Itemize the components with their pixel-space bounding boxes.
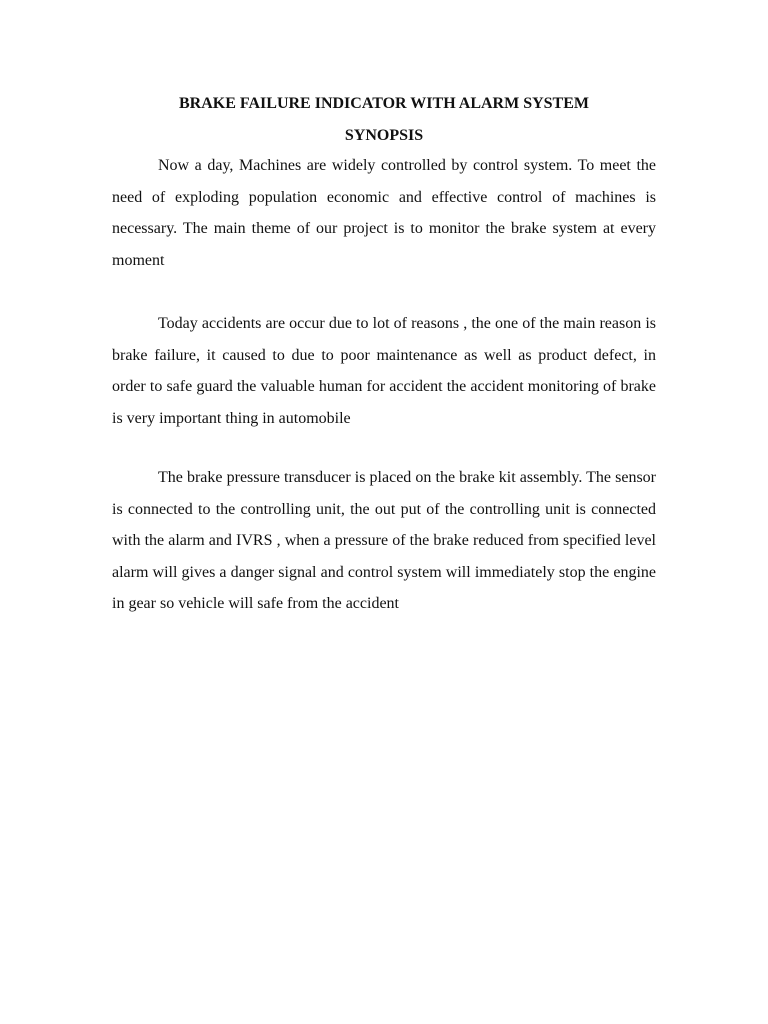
- document-title: BRAKE FAILURE INDICATOR WITH ALARM SYSTEM: [179, 95, 589, 112]
- paragraph-accidents: Today accidents are occur due to lot of reasons , the one of the main reason is brake failure, it caused to due to poor maintenance as well as product defect, in order to safe guard the valuable human for accident the accident monitoring of brake is very important thing in automobile: [112, 315, 656, 427]
- paragraph-system: The brake pressure transducer is placed on the brake kit assembly. The sensor is connected to the controlling unit, the out put of the controlling unit is connected with the alarm and IVRS , when a pressure of the brake reduced from specified level alarm will gives a danger signal and control system will immediately stop the engine in gear so vehicle will safe from the accident: [112, 469, 656, 612]
- paragraph-intro: Now a day, Machines are widely controlled by control system. To meet the need of exploding population economic and effective control of machines is necessary. The main theme of our project is to monitor the brake system at every moment: [112, 157, 656, 269]
- document-subtitle: SYNOPSIS: [344, 127, 424, 144]
